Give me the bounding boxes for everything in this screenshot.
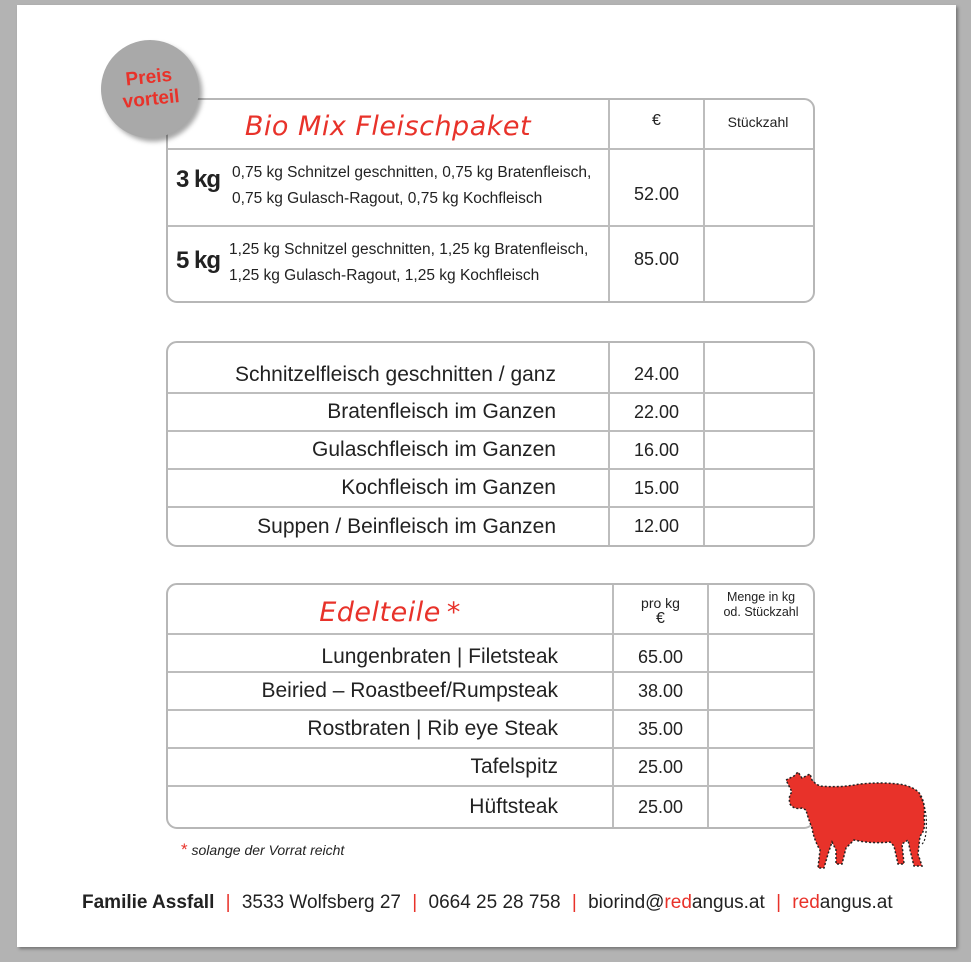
premium-cuts-table <box>166 583 815 829</box>
item-price: 22.00 <box>633 401 680 422</box>
email-prefix: biorind@ <box>588 892 665 913</box>
mix-count-input[interactable] <box>705 150 811 225</box>
footnote-star: * <box>181 840 188 859</box>
contact-email[interactable] <box>588 892 765 913</box>
cow-icon <box>780 770 930 872</box>
mix-count-input[interactable] <box>705 227 811 301</box>
premium-price-header-line-1: pro kg <box>641 595 680 611</box>
footnote-text: solange der Vorrat reicht <box>191 842 345 858</box>
web-suffix: angus.at <box>819 892 893 913</box>
mix-title: Bio Mix Fleischpaket <box>244 110 532 142</box>
footer-separator: | <box>412 892 418 913</box>
item-name: Suppen / Beinfleisch im Ganzen <box>257 514 556 538</box>
item-name: Gulaschfleisch im Ganzen <box>312 438 556 461</box>
item-price: 65.00 <box>637 646 684 667</box>
footer-separator: | <box>776 892 782 913</box>
web-red: red <box>792 892 820 913</box>
premium-title <box>168 585 612 633</box>
item-name: Tafelspitz <box>470 755 558 778</box>
contact-address: 3533 Wolfsberg 27 <box>241 892 402 913</box>
email-suffix: angus.at <box>691 892 765 913</box>
table-row <box>168 787 813 827</box>
contact-phone[interactable]: 0664 25 28 758 <box>428 892 561 913</box>
item-price: 15.00 <box>633 477 680 498</box>
item-quantity-input[interactable] <box>705 432 811 468</box>
table-row <box>168 749 813 787</box>
mix-price: 85.00 <box>633 248 680 269</box>
premium-title-star: * <box>446 596 461 628</box>
premium-price-header-line-2: € <box>656 610 665 627</box>
item-price: 38.00 <box>637 680 684 701</box>
item-name: Kochfleisch im Ganzen <box>341 476 556 499</box>
footnote <box>181 840 344 860</box>
mix-weight: 3 kg <box>176 166 221 193</box>
mix-package-table <box>166 98 815 303</box>
table-row <box>168 508 813 545</box>
item-quantity-input[interactable] <box>709 635 813 671</box>
item-quantity-input[interactable] <box>705 508 811 545</box>
mix-desc-line-2: 1,25 kg Gulasch-Ragout, 1,25 kg Kochfleisch <box>229 267 540 284</box>
badge-line-2: vorteil <box>121 86 181 113</box>
table-row <box>168 673 813 711</box>
badge-line-1: Preis <box>124 64 174 91</box>
mix-desc-line-2: 0,75 kg Gulasch-Ragout, 0,75 kg Kochfleisch <box>232 190 543 207</box>
item-quantity-input[interactable] <box>709 673 813 709</box>
item-quantity-input[interactable] <box>709 711 813 747</box>
mix-row-5kg <box>168 227 813 301</box>
table-row <box>168 432 813 470</box>
item-name: Rostbraten | Rib eye Steak <box>307 717 558 740</box>
item-price: 25.00 <box>637 796 684 817</box>
mix-price: 52.00 <box>633 184 680 204</box>
mix-price-header: € <box>652 112 661 129</box>
premium-qty-header <box>709 585 813 633</box>
premium-qty-header-line-1: Menge in kg <box>726 590 796 604</box>
item-price: 12.00 <box>633 516 680 536</box>
table-row <box>168 394 813 432</box>
premium-qty-header-line-2: od. Stückzahl <box>723 605 799 619</box>
item-quantity-input[interactable] <box>705 470 811 506</box>
premium-price-header <box>614 585 707 633</box>
item-price: 16.00 <box>633 439 680 460</box>
item-name: Lungenbraten | Filetsteak <box>321 645 558 668</box>
item-price: 24.00 <box>633 364 680 384</box>
item-name: Schnitzelfleisch geschnitten / ganz <box>234 362 556 386</box>
mix-desc-line-1: 1,25 kg Schnitzel geschnitten, 1,25 kg Bratenfleisch, <box>229 241 589 258</box>
item-name: Hüftsteak <box>469 795 558 818</box>
item-name: Beiried – Roastbeef/Rumpsteak <box>261 679 558 702</box>
contact-footer <box>82 892 902 914</box>
contact-website[interactable] <box>792 892 892 913</box>
premium-title-text: Edelteile <box>319 596 441 628</box>
mix-weight: 5 kg <box>176 247 221 274</box>
contact-name: Familie Assfall <box>82 892 215 913</box>
item-quantity-input[interactable] <box>705 343 811 392</box>
mix-row-3kg <box>168 150 813 227</box>
table-row <box>168 711 813 749</box>
mix-header-row <box>168 100 813 150</box>
item-price: 35.00 <box>637 718 684 739</box>
mix-desc-line-1: 0,75 kg Schnitzel geschnitten, 0,75 kg Bratenfleisch, <box>232 164 592 181</box>
meat-cuts-table <box>166 341 815 547</box>
table-row <box>168 470 813 508</box>
premium-header-row <box>168 585 813 635</box>
item-quantity-input[interactable] <box>705 394 811 430</box>
table-row <box>168 343 813 394</box>
footer-separator: | <box>225 892 231 913</box>
email-red: red <box>664 892 692 913</box>
item-price: 25.00 <box>637 756 684 777</box>
mix-count-header: Stückzahl <box>727 114 789 130</box>
table-row <box>168 635 813 673</box>
item-name: Bratenfleisch im Ganzen <box>327 400 556 423</box>
footer-separator: | <box>571 892 577 913</box>
